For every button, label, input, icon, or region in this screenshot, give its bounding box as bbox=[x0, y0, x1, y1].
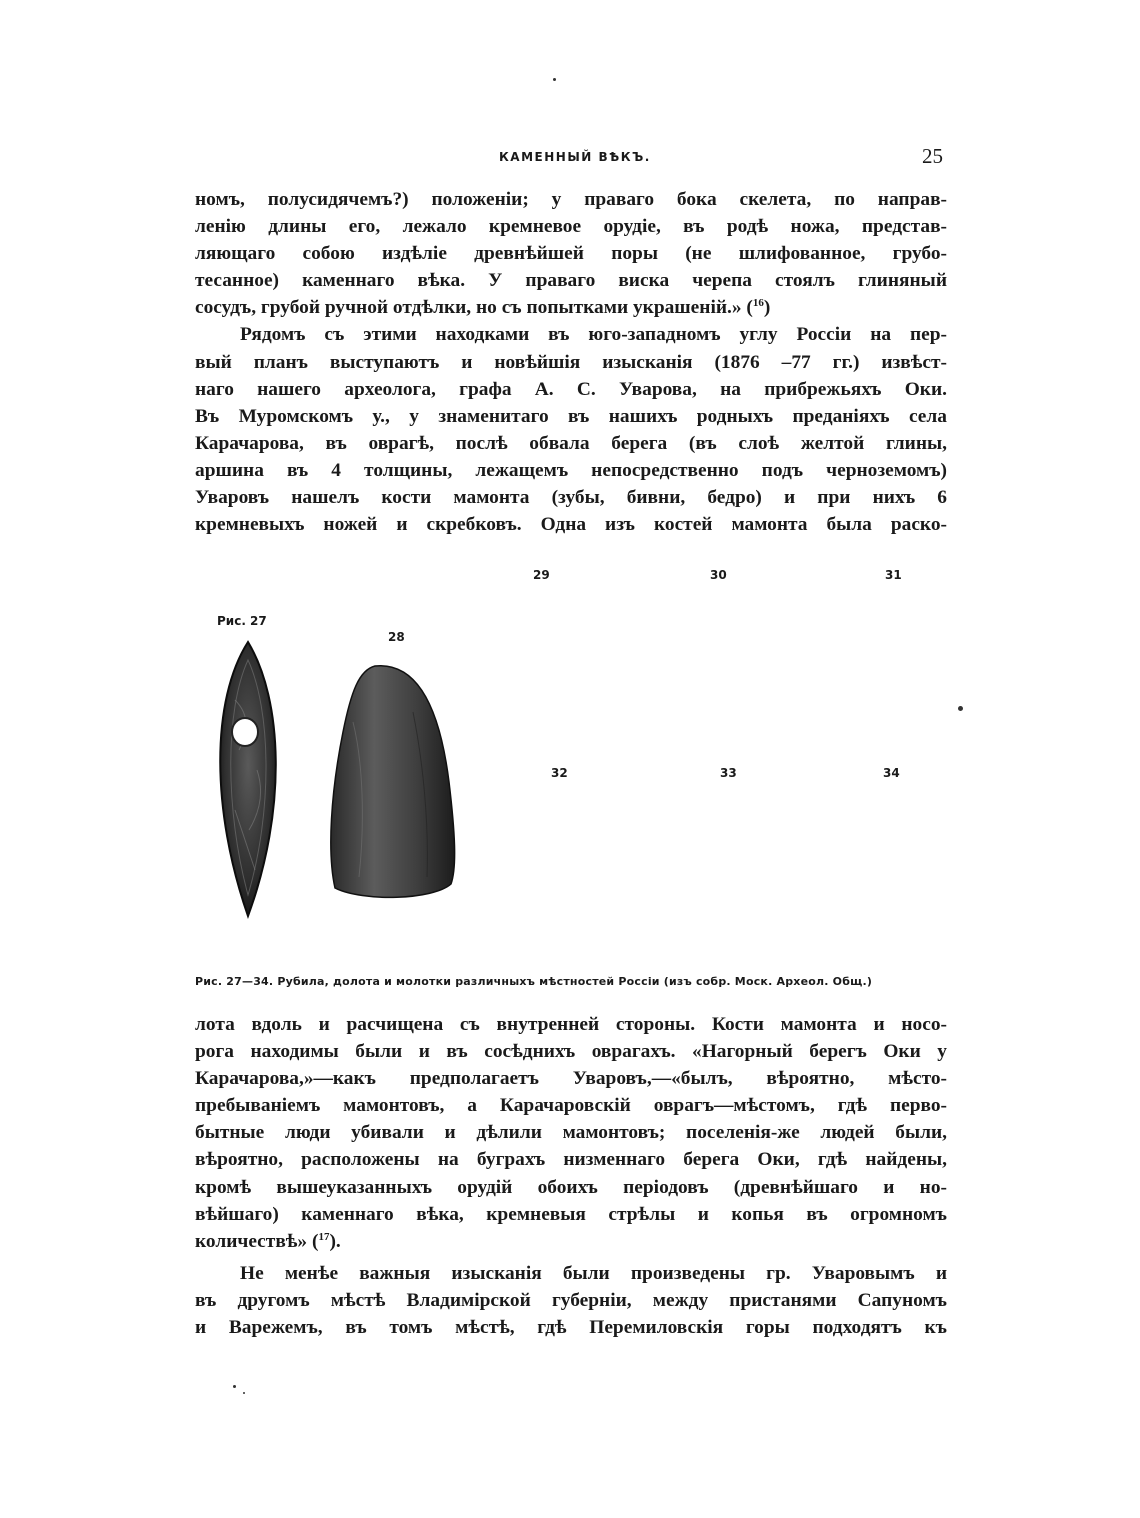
scan-speck bbox=[233, 1385, 236, 1388]
stone-axe-illustration bbox=[205, 640, 291, 920]
footnote-ref-16[interactable]: 16 bbox=[752, 297, 764, 310]
text-line: Карачарова,»—какъ предполагаетъ Уваровъ,—«былъ, вѣроятно, мѣсто- bbox=[195, 1068, 947, 1090]
text-line: кремневыхъ ножей и скребковъ. Одна изъ костей мамонта была раско- bbox=[195, 514, 947, 536]
figure-label-34: 34 bbox=[883, 766, 900, 780]
figure-label-33: 33 bbox=[720, 766, 737, 780]
text-line: вѣроятно, расположены на буграхъ низменнаго берега Оки, гдѣ найдены, bbox=[195, 1149, 947, 1171]
figure-area bbox=[195, 560, 955, 980]
scan-speck bbox=[958, 706, 963, 711]
bottom-text-block bbox=[195, 1011, 947, 1341]
text-line: вѣйшаго) каменнаго вѣка, кремневыя стрѣлы и копья въ огромномъ bbox=[195, 1203, 947, 1225]
figure-label-30: 30 bbox=[710, 568, 727, 582]
text-span: ) bbox=[763, 297, 771, 319]
figure-label-28: 28 bbox=[388, 630, 405, 644]
figure-label-27: Рис. 27 bbox=[217, 614, 267, 628]
text-line: и Варежемъ, въ томъ мѣстѣ, гдѣ Перемиловскія горы подходятъ къ bbox=[195, 1317, 947, 1339]
text-line: ленію длины его, лежало кремневое орудіе, въ родѣ ножа, представ- bbox=[195, 216, 947, 238]
page-number: 25 bbox=[922, 144, 943, 168]
figure-label-29: 29 bbox=[533, 568, 550, 582]
text-line: ляющаго собою издѣліе древнѣйшей поры (не шлифованное, грубо- bbox=[195, 243, 947, 265]
text-line: вый планъ выступаютъ и новѣйшія изысканія (1876 –77 гг.) извѣст- bbox=[195, 351, 947, 373]
text-line: Въ Муромскомъ у., у знаменитаго въ нашихъ родныхъ преданіяхъ села bbox=[195, 405, 947, 427]
text-line: Рядомъ съ этими находками въ юго-западномъ углу Россіи на пер- bbox=[240, 324, 947, 346]
scan-speck bbox=[553, 78, 556, 81]
text-line: номъ, полусидячемъ?) положеніи; у праваго бока скелета, по направ- bbox=[195, 189, 947, 210]
text-line: рога находимы были и въ сосѣднихъ оврагахъ. «Нагорный берегъ Оки у bbox=[195, 1041, 947, 1063]
text-span: количествѣ» ( bbox=[195, 1230, 319, 1252]
footnote-ref-17[interactable]: 17 bbox=[318, 1230, 330, 1243]
text-line: аршина въ 4 толщины, лежащемъ непосредственно подъ черноземомъ) bbox=[195, 459, 947, 481]
figure-caption: Рис. 27—34. Рубила, долота и молотки различныхъ мѣстностей Россіи (изъ собр. Моск. Археол. Общ.) bbox=[195, 975, 873, 988]
text-line: Карачарова, въ оврагѣ, послѣ обвала берега (въ слоѣ желтой глины, bbox=[195, 432, 947, 454]
stone-chisel-illustration bbox=[323, 662, 463, 907]
text-line bbox=[195, 294, 947, 321]
text-line: бытные люди убивали и дѣлили мамонтовъ; поселенія-же людей были, bbox=[195, 1122, 947, 1144]
text-line: пребываніемъ мамонтовъ, а Карачаровскій оврагъ—мѣстомъ, гдѣ перво- bbox=[195, 1095, 947, 1117]
text-line bbox=[195, 1228, 947, 1255]
text-span: сосудъ, грубой ручной отдѣлки, но съ попытками украшеній.» ( bbox=[195, 297, 753, 319]
text-line: кромѣ вышеуказанныхъ орудій обоихъ періодовъ (древнѣйшаго и но- bbox=[195, 1176, 947, 1198]
top-text-block bbox=[195, 186, 947, 538]
scan-speck bbox=[243, 1392, 245, 1394]
text-line: Уваровъ нашелъ кости мамонта (зубы, бивни, бедро) и при нихъ 6 bbox=[195, 487, 947, 509]
text-line: въ другомъ мѣстѣ Владимірской губерніи, между пристанями Сапуномъ bbox=[195, 1289, 947, 1311]
running-title: КАМЕННЫЙ ВѢКЪ. bbox=[499, 150, 651, 164]
text-line: наго нашего археолога, графа А. С. Уварова, на прибрежьяхъ Оки. bbox=[195, 378, 947, 400]
figure-label-32: 32 bbox=[551, 766, 568, 780]
text-line: лота вдоль и расчищена съ внутренней стороны. Кости мамонта и носо- bbox=[195, 1014, 947, 1035]
text-span: ). bbox=[329, 1230, 341, 1252]
figure-label-31: 31 bbox=[885, 568, 902, 582]
text-line: тесанное) каменнаго вѣка. У праваго виска черепа стоялъ глиняный bbox=[195, 270, 947, 292]
text-line: Не менѣе важныя изысканія были произведены гр. Уваровымъ и bbox=[240, 1262, 947, 1284]
running-head bbox=[0, 140, 1140, 170]
